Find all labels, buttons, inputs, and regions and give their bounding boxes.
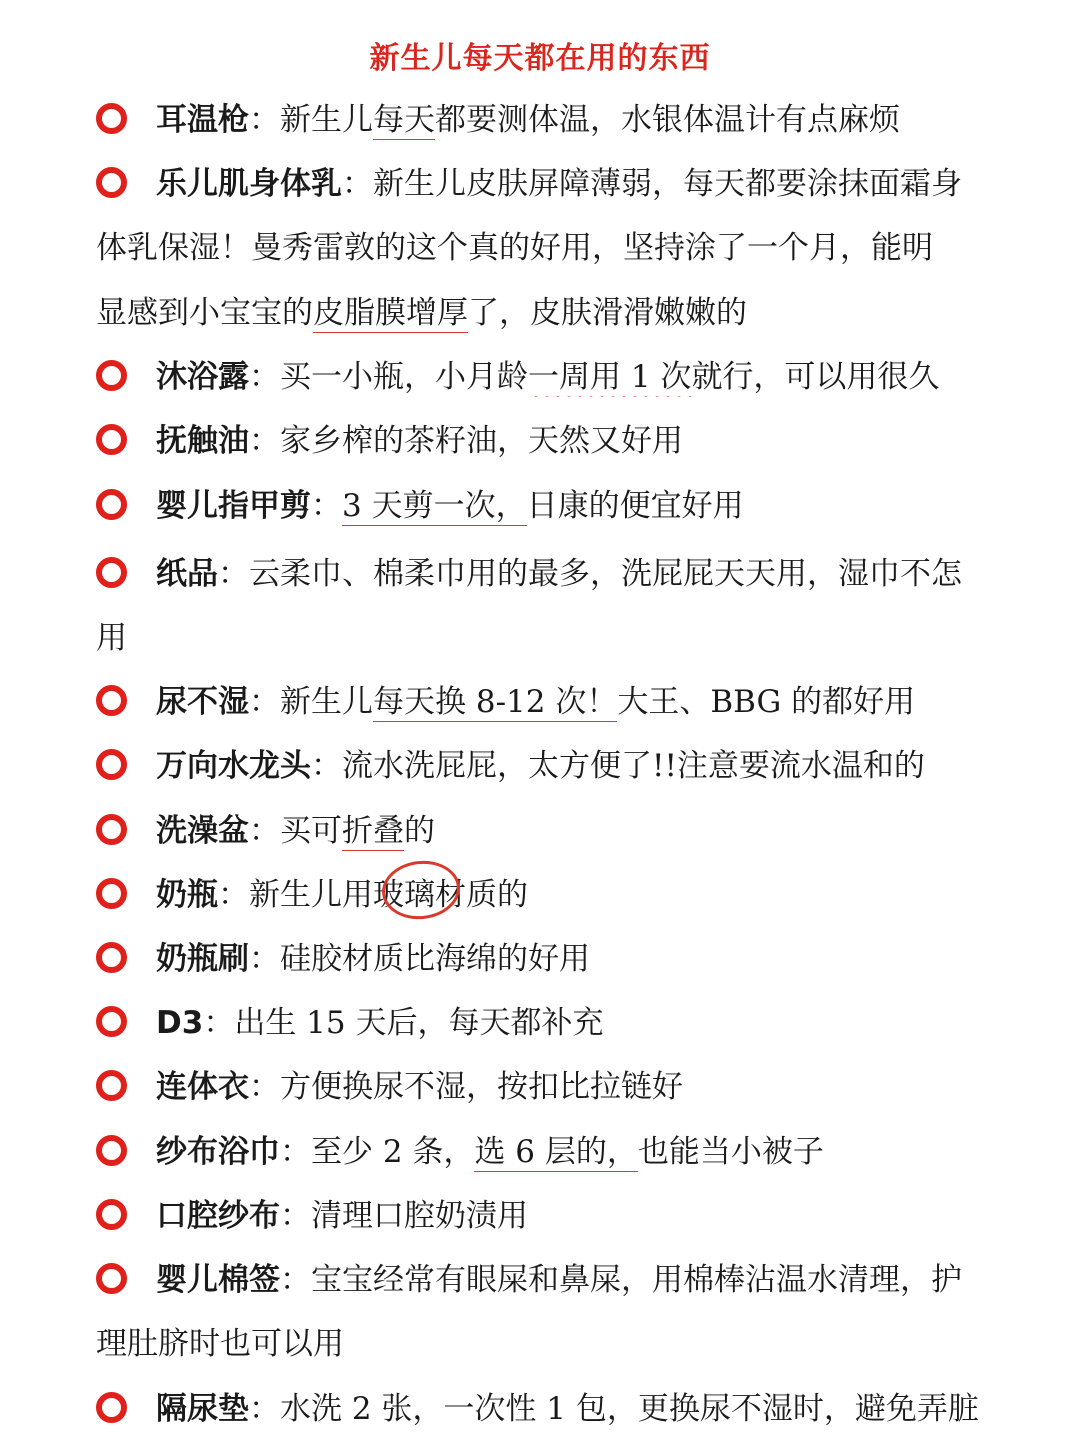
item-label: 尿不湿 (156, 684, 249, 720)
circle-bullet-icon (96, 424, 127, 455)
circle-bullet-icon (96, 1392, 127, 1423)
circle-bullet-icon (96, 1006, 127, 1037)
circle-bullet-icon (96, 489, 127, 520)
item-label: 连体衣 (156, 1069, 249, 1105)
list-item-continuation: 显感到小宝宝的皮脂膜增厚了，皮肤滑滑嫩嫩的 (96, 293, 980, 333)
item-label: 万向水龙头 (156, 748, 311, 784)
item-label: 纱布浴巾 (156, 1134, 280, 1170)
list-item: 万向水龙头：流水洗屁屁，太方便了!!注意要流水温和的 (96, 746, 980, 786)
list-item: 纱布浴巾：至少 2 条，选 6 层的，也能当小被子 (96, 1132, 980, 1172)
page-title: 新生儿每天都在用的东西 (369, 41, 711, 76)
item-label: 沐浴露 (156, 359, 249, 395)
list-item: 沐浴露：买一小瓶，小月龄一周用 1 次就行，可以用很久 (96, 357, 980, 397)
item-label: 耳温枪 (156, 102, 249, 138)
circle-bullet-icon (96, 685, 127, 716)
underlined-text: 每天 (373, 102, 435, 140)
list-item: 连体衣：方便换尿不湿，按扣比拉链好 (96, 1067, 980, 1107)
circle-bullet-icon (96, 942, 127, 973)
underlined-text: 每天换 8-12 次！ (373, 684, 617, 722)
item-label: 洗澡盆 (156, 813, 249, 849)
circle-bullet-icon (96, 167, 127, 198)
circle-bullet-icon (96, 1070, 127, 1101)
list-item: 口腔纱布：清理口腔奶渍用 (96, 1196, 980, 1236)
item-label: 乐儿肌身体乳 (156, 166, 342, 202)
list-item: 耳温枪：新生儿每天都要测体温，水银体温计有点麻烦 (96, 100, 980, 140)
list-item: 婴儿棉签：宝宝经常有眼屎和鼻屎，用棉棒沾温水清理，护 (96, 1260, 980, 1300)
underlined-text: 选 6 层的， (474, 1134, 637, 1172)
item-label: 奶瓶刷 (156, 941, 249, 977)
list-item: D3：出生 15 天后，每天都补充 (96, 1003, 980, 1043)
circle-bullet-icon (96, 1135, 127, 1166)
list-item: 隔尿垫：水洗 2 张，一次性 1 包，更换尿不湿时，避免弄脏 (96, 1389, 980, 1429)
underlined-text: 折叠 (342, 813, 404, 851)
list-item-continuation: 体乳保湿！曼秀雷敦的这个真的好用，坚持涂了一个月，能明 (96, 230, 933, 266)
item-label: 纸品 (156, 556, 218, 592)
circle-bullet-icon (96, 103, 127, 134)
item-label: 婴儿指甲剪 (156, 488, 311, 524)
item-label: 口腔纱布 (156, 1198, 280, 1234)
list-item-continuation: 用 (96, 620, 127, 656)
item-label: 婴儿棉签 (156, 1262, 280, 1298)
underlined-text: 3 天剪一次， (342, 488, 527, 526)
item-label: 奶瓶 (156, 877, 218, 913)
circle-bullet-icon (96, 1263, 127, 1294)
underlined-text: 皮脂膜增厚 (313, 295, 468, 333)
list-item: 洗澡盆：买可折叠的 (96, 811, 980, 851)
list-item: 奶瓶：新生儿用玻璃材质的 (96, 875, 980, 915)
list-item-continuation: 理肚脐时也可以用 (96, 1326, 344, 1362)
list-item: 奶瓶刷：硅胶材质比海绵的好用 (96, 939, 980, 979)
list-item: 纸品：云柔巾、棉柔巾用的最多，洗屁屁天天用，湿巾不怎 (96, 554, 980, 594)
wavy-underlined-text: 一周用 1 次 (528, 359, 692, 395)
list-item: 婴儿指甲剪：3 天剪一次，日康的便宜好用 (96, 486, 980, 526)
circle-bullet-icon (96, 814, 127, 845)
item-label: D3 (156, 1005, 204, 1041)
item-label: 抚触油 (156, 423, 249, 459)
list-item: 乐儿肌身体乳：新生儿皮肤屏障薄弱，每天都要涂抹面霜身 (96, 164, 980, 204)
circle-bullet-icon (96, 749, 127, 780)
circle-bullet-icon (96, 557, 127, 588)
item-label: 隔尿垫 (156, 1391, 249, 1427)
circle-bullet-icon (96, 1199, 127, 1230)
list-item: 尿不湿：新生儿每天换 8-12 次！大王、BBG 的都好用 (96, 682, 980, 722)
list-item: 抚触油：家乡榨的茶籽油，天然又好用 (96, 421, 980, 461)
circle-bullet-icon (96, 878, 127, 909)
circle-bullet-icon (96, 360, 127, 391)
